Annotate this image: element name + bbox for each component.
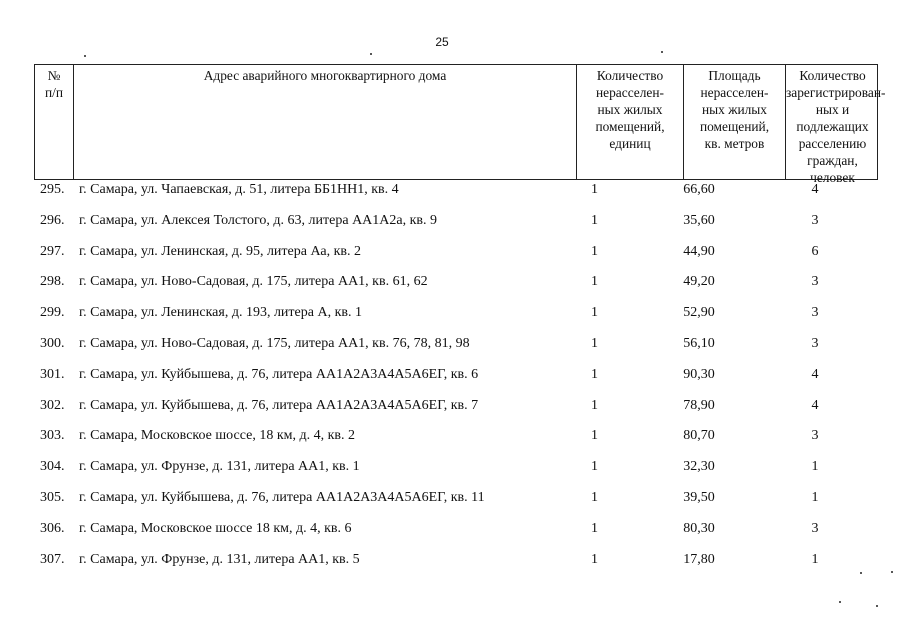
row-count: 1 <box>591 397 598 413</box>
row-count: 1 <box>591 366 598 382</box>
row-area: 17,80 <box>683 551 715 567</box>
row-address: г. Самара, ул. Фрунзе, д. 131, литера АА1, кв. 5 <box>79 551 360 567</box>
row-area: 49,20 <box>683 274 715 290</box>
row-people: 1 <box>811 459 819 475</box>
row-number: 297. <box>40 243 65 259</box>
row-address: г. Самара, ул. Куйбышева, д. 76, литера АА1А2А3А4А5А6ЕГ, кв. 6 <box>79 366 479 382</box>
header-cell-count <box>576 65 683 179</box>
header-area-label: Площадь нерасселен- ных жилых помещений, кв. метров <box>699 68 770 151</box>
row-area: 80,70 <box>683 428 715 444</box>
row-count: 1 <box>591 182 598 197</box>
row-address: г. Самара, ул. Ново-Садовая, д. 175, литера АА1, кв. 61, 62 <box>79 274 428 290</box>
table-body <box>0 180 905 580</box>
table-row <box>0 303 905 334</box>
row-area: 66,60 <box>683 182 715 197</box>
row-area: 35,60 <box>683 212 715 228</box>
table-row <box>0 457 905 488</box>
table-row <box>0 242 905 273</box>
row-people: 3 <box>811 335 819 351</box>
row-count: 1 <box>591 243 598 259</box>
row-count: 1 <box>591 459 598 475</box>
row-address: г. Самара, ул. Чапаевская, д. 51, литера ББ1НН1, кв. 4 <box>79 182 399 197</box>
header-cell-address <box>73 65 576 179</box>
row-area: 52,90 <box>683 305 715 321</box>
row-number: 301. <box>40 366 65 382</box>
table-row <box>0 180 905 211</box>
header-cell-area <box>683 65 785 179</box>
row-area: 56,10 <box>683 335 715 351</box>
row-count: 1 <box>591 520 598 536</box>
table-row <box>0 488 905 519</box>
row-people: 3 <box>811 274 819 290</box>
row-number: 306. <box>40 520 65 536</box>
table-row <box>0 334 905 365</box>
row-number: 303. <box>40 428 65 444</box>
row-number: 295. <box>40 182 65 197</box>
row-count: 1 <box>591 489 598 505</box>
header-people-label: Количество зарегистрирован- ных и подлежащих расселению граждан, человек <box>786 68 886 185</box>
table-row <box>0 519 905 550</box>
header-cell-num <box>35 65 73 179</box>
row-people: 4 <box>811 397 819 413</box>
row-count: 1 <box>591 274 598 290</box>
row-count: 1 <box>591 305 598 321</box>
row-address: г. Самара, ул. Алексея Толстого, д. 63, литера АА1А2а, кв. 9 <box>79 212 438 228</box>
row-address: г. Самара, ул. Фрунзе, д. 131, литера АА1, кв. 1 <box>79 459 360 475</box>
row-number: 298. <box>40 274 65 290</box>
row-address: г. Самара, ул. Куйбышева, д. 76, литера АА1А2А3А4А5А6ЕГ, кв. 7 <box>79 397 479 413</box>
row-area: 39,50 <box>683 489 715 505</box>
row-people: 3 <box>811 305 819 321</box>
header-address-label: Адрес аварийного многоквартирного дома <box>203 68 447 83</box>
row-address: г. Самара, ул. Ленинская, д. 193, литера А, кв. 1 <box>79 305 362 321</box>
row-area: 44,90 <box>683 243 715 259</box>
row-address: г. Самара, ул. Куйбышева, д. 76, литера АА1А2А3А4А5А6ЕГ, кв. 11 <box>79 489 485 505</box>
row-people: 1 <box>811 489 819 505</box>
row-area: 32,30 <box>683 459 715 475</box>
row-people: 6 <box>811 243 819 259</box>
table-row <box>0 211 905 242</box>
row-people: 4 <box>811 366 819 382</box>
row-people: 3 <box>811 520 819 536</box>
header-num-label: № п/п <box>44 68 64 100</box>
row-number: 304. <box>40 459 65 475</box>
scan-speck <box>876 605 878 607</box>
row-address: г. Самара, Московское шоссе 18 км, д. 4, кв. 6 <box>79 520 352 536</box>
header-cell-people <box>785 65 886 185</box>
row-address: г. Самара, Московское шоссе, 18 км, д. 4, кв. 2 <box>79 428 356 444</box>
row-area: 80,30 <box>683 520 715 536</box>
scan-speck <box>370 53 372 55</box>
table-row <box>0 396 905 427</box>
table-header <box>34 64 886 185</box>
row-number: 302. <box>40 397 65 413</box>
row-area: 90,30 <box>683 366 715 382</box>
header-count-label: Количество нерасселен- ных жилых помещений, единиц <box>595 68 665 151</box>
row-address: г. Самара, ул. Ленинская, д. 95, литера Аа, кв. 2 <box>79 243 362 259</box>
scan-speck <box>839 601 841 603</box>
table-row <box>0 365 905 396</box>
row-address: г. Самара, ул. Ново-Садовая, д. 175, литера АА1, кв. 76, 78, 81, 98 <box>79 335 470 351</box>
row-count: 1 <box>591 428 598 444</box>
row-area: 78,90 <box>683 397 715 413</box>
row-count: 1 <box>591 551 598 567</box>
row-number: 299. <box>40 305 65 321</box>
row-people: 3 <box>811 428 819 444</box>
row-number: 307. <box>40 551 65 567</box>
row-people: 1 <box>811 551 819 567</box>
row-number: 296. <box>40 212 65 228</box>
row-count: 1 <box>591 335 598 351</box>
table-row <box>0 272 905 303</box>
table-row <box>0 550 905 581</box>
row-number: 300. <box>40 335 65 351</box>
row-people: 4 <box>811 182 819 197</box>
row-number: 305. <box>40 489 65 505</box>
scan-speck <box>661 51 663 53</box>
table-row <box>0 426 905 457</box>
row-count: 1 <box>591 212 598 228</box>
page-number: 25 <box>435 35 449 49</box>
scan-speck <box>84 55 86 57</box>
row-people: 3 <box>811 212 819 228</box>
